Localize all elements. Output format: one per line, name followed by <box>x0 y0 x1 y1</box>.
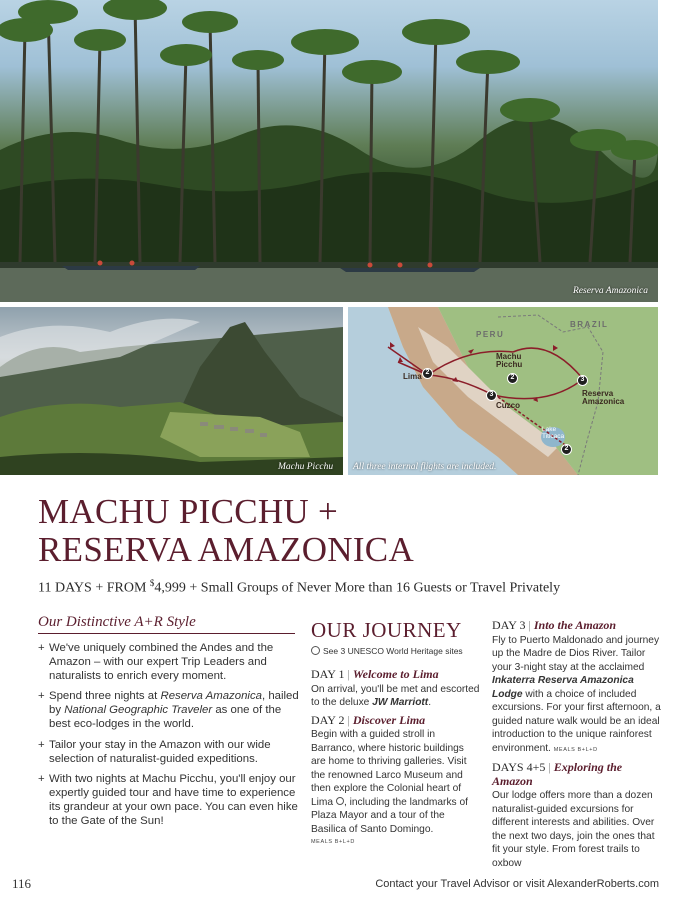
bullet-text: Spend three nights at <box>49 690 161 703</box>
map-caption: All three internal flights are included. <box>353 462 497 472</box>
day-1-description: On arrival, you'll be met and escorted to the deluxe JW Marriott. <box>311 683 480 708</box>
map-pin-lima: 2 <box>422 368 433 379</box>
day-1-label: DAY 1 | Welcome to Lima <box>311 667 439 681</box>
machu-picchu-illustration <box>0 307 343 475</box>
hotel-name: JW Marriott <box>372 697 429 708</box>
map-label-cuzco: Cuzco <box>496 401 520 410</box>
day-2-label: DAY 2 | Discover Lima <box>311 712 426 727</box>
machu-picchu-caption: Machu Picchu <box>278 462 334 472</box>
day-3-label: DAY 3 | Into the Amazon <box>492 618 617 632</box>
days-4-5-label: DAYS 4+5 | Exploring the Amazon <box>492 760 623 788</box>
day-number: DAYS 4+5 <box>492 760 546 774</box>
style-bullet: + We've uniquely combined the Andes and the Amazon – with our expert Trip Leaders and naturalists to enrich every moment. <box>38 641 300 683</box>
map-pin-cuzco: 3 <box>486 390 497 401</box>
lodge-name: Reserva Amazonica <box>160 690 262 703</box>
hero-photo-amazon <box>0 0 658 302</box>
style-bullet: + Tailor your stay in the Amazon with our wide selection of naturalist-guided expeditions. <box>38 738 300 766</box>
style-bullet: + With two nights at Machu Picchu, you'll enjoy our expertly guided tour and have time to experience its grandeur at your own pace. You can even hike to the Gate of the Sun! <box>38 772 300 828</box>
days-4-5-description: Our lodge offers more than a dozen naturalist-guided excursions for different interests and abilities. Over the next two days, join the ones that fit your style. From forest trails to oxbow <box>492 790 655 869</box>
day-title: Discover Lima <box>352 712 426 727</box>
journey-heading: OUR JOURNEY <box>311 618 462 642</box>
group-size-note: + Small Groups of Never More than 16 Guests or Travel Privately <box>185 580 561 596</box>
hero-illustration <box>0 0 658 302</box>
map-label-reserva-amazonica: Reserva Amazonica <box>582 389 625 407</box>
route-map <box>348 307 658 475</box>
map-pin-reserva-amazonica: 3 <box>577 375 588 386</box>
page-number: 116 <box>12 876 32 891</box>
page-title <box>38 493 598 569</box>
day-title: Welcome to Lima <box>352 667 439 681</box>
title-line-2: RESERVA AMAZONICA <box>38 530 415 569</box>
lodge-name: Inkaterra Reserva Amazonica Lodge <box>492 675 634 700</box>
map-label-brazil: BRAZIL <box>570 320 609 329</box>
unesco-note <box>311 646 463 656</box>
map-label-peru: PERU <box>476 330 505 339</box>
price-currency: $ <box>149 578 155 588</box>
day-number: DAY 3 <box>492 618 526 632</box>
day-2-meals: MEALS B+L+D <box>311 839 355 845</box>
map-label-machu-picchu: Machu Picchu <box>496 352 523 370</box>
hero-caption: Reserva Amazonica <box>573 286 649 296</box>
title-line-1: MACHU PICCHU + <box>38 492 339 531</box>
map-pin-lake-titicaca: 2 <box>561 444 572 455</box>
day-number: DAY 2 <box>311 712 345 727</box>
unesco-note-text: See 3 UNESCO World Heritage sites <box>323 646 463 656</box>
day-title: Into the Amazon <box>533 618 617 632</box>
style-bullet-list <box>38 641 300 834</box>
style-heading: Our Distinctive A+R Style <box>38 614 295 634</box>
footer-contact: Contact your Travel Advisor or visit AlexanderRoberts.com <box>375 878 659 890</box>
bullet-text: , hailed by <box>49 690 299 717</box>
map-pin-machu-picchu: 2 <box>507 373 518 384</box>
itinerary-column-1 <box>311 664 481 850</box>
trip-duration: 11 DAYS + FROM <box>38 580 150 596</box>
trip-summary <box>38 578 560 597</box>
day-2-description: Begin with a guided stroll in Barranco, where historic buildings are home to thriving galleries. Visit the renowned Larco Museum and then explore the Colonial heart of Lima , including the landmarks of Plaza Mayor and a tour of the Basilica of Santo Domingo. <box>311 729 468 835</box>
itinerary-column-2 <box>492 619 662 870</box>
day-number: DAY 1 <box>311 667 345 681</box>
day-3-description: Fly to Puerto Maldonado and journey up the Madre de Dios River. Tailor your 3-night stay at the acclaimed Inkaterra Reserva Amazonica Lodge with a choice of included excursions. For your first afternoon, a guided nature walk would be an ideal introduction to the unique rainforest environment. MEALS B+L+D <box>492 634 661 754</box>
trip-price: 4,999 <box>154 580 186 596</box>
map-label-lake-titicaca: Lake Titicaca <box>542 426 565 440</box>
bullet-text: as one of the best eco-lodges in the world. <box>49 704 282 731</box>
day-3-meals: MEALS B+L+D <box>553 746 598 753</box>
machu-picchu-photo <box>0 307 343 475</box>
day-title: Exploring the Amazon <box>492 760 623 788</box>
unesco-icon <box>311 646 320 655</box>
map-label-lima: Lima <box>403 372 422 381</box>
unesco-icon <box>336 797 344 805</box>
style-bullet <box>38 689 300 731</box>
magazine-name: National Geographic Traveler <box>64 704 213 717</box>
